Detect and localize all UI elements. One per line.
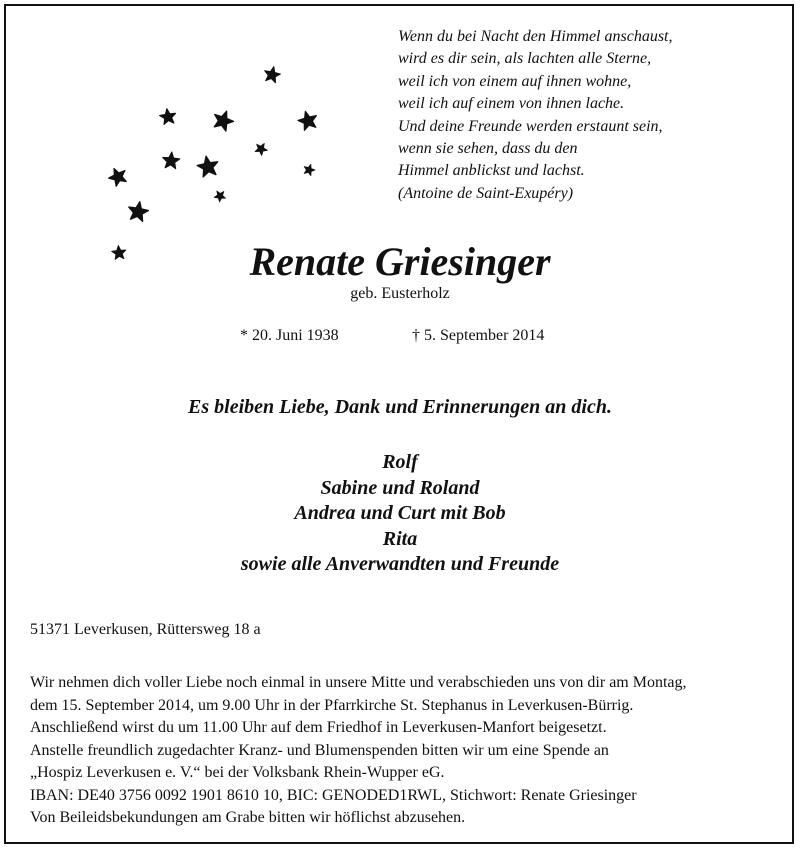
- notice-line: Von Beileidsbekundungen am Grabe bitten wir höflichst abzusehen.: [30, 809, 466, 826]
- mourners-list: [0, 450, 800, 578]
- star-icon: [253, 140, 270, 156]
- deceased-name: Renate Griesinger: [249, 239, 551, 284]
- notice-line: „Hospiz Leverkusen e. V.“ bei der Volksbank Rhein-Wupper eG.: [30, 764, 445, 781]
- notice-line: IBAN: DE40 3756 0092 1901 8610 10, BIC: GENODED1RWL, Stichwort: Renate Griesinger: [30, 786, 637, 804]
- mourner-line: Andrea und Curt mit Bob: [294, 502, 506, 524]
- mourner-line: Rolf: [382, 451, 418, 473]
- star-icon: [127, 200, 150, 222]
- funeral-notice: [30, 672, 780, 830]
- poem: [398, 26, 788, 205]
- maiden-name: geb. Eusterholz: [350, 285, 450, 302]
- notice-line: Anschließend wirst du um 11.00 Uhr auf dem Friedhof in Leverkusen-Manfort beigesetzt.: [30, 719, 607, 736]
- star-icon: [211, 108, 236, 133]
- star-icon: [263, 65, 282, 83]
- star-icon: [213, 188, 229, 204]
- star-icon: [162, 151, 180, 169]
- birth-date: * 20. Juni 1938: [240, 327, 339, 344]
- notice-line: dem 15. September 2014, um 9.00 Uhr in der Pfarrkirche St. Stephanus in Leverkusen-Bürrig.: [30, 696, 634, 714]
- star-icon: [196, 154, 220, 177]
- star-icon: [159, 107, 177, 124]
- mourner-line: Sabine und Roland: [320, 476, 480, 499]
- star-icon: [106, 165, 130, 188]
- poem-line: weil ich von einem auf ihnen wohne,: [398, 72, 632, 90]
- poem-line: weil ich auf einem von ihnen lache.: [398, 95, 625, 113]
- notice-line: Wir nehmen dich voller Liebe noch einmal in unsere Mitte und verabschieden uns von dir am Montag,: [30, 674, 687, 691]
- motto: Es bleiben Liebe, Dank und Erinnerungen an dich.: [188, 396, 612, 418]
- poem-line: Und deine Freunde werden erstaunt sein,: [398, 117, 663, 135]
- poem-line: Wenn du bei Nacht den Himmel anschaust,: [398, 28, 673, 45]
- death-date: † 5. September 2014: [412, 327, 545, 344]
- poem-line: wird es dir sein, als lachten alle Sterne,: [398, 50, 652, 68]
- address: 51371 Leverkusen, Rüttersweg 18 a: [30, 621, 261, 638]
- mourner-line: Rita: [382, 527, 418, 550]
- poem-author: (Antoine de Saint-Exupéry): [398, 184, 574, 202]
- poem-line: wenn sie sehen, dass du den: [398, 140, 578, 158]
- poem-line: Himmel anblickst und lachst.: [398, 162, 585, 180]
- star-icon: [302, 163, 316, 177]
- star-icon: [296, 109, 319, 131]
- mourner-line: sowie alle Anverwandten und Freunde: [240, 553, 560, 575]
- notice-line: Anstelle freundlich zugedachter Kranz- und Blumenspenden bitten wir um eine Spende an: [30, 741, 609, 759]
